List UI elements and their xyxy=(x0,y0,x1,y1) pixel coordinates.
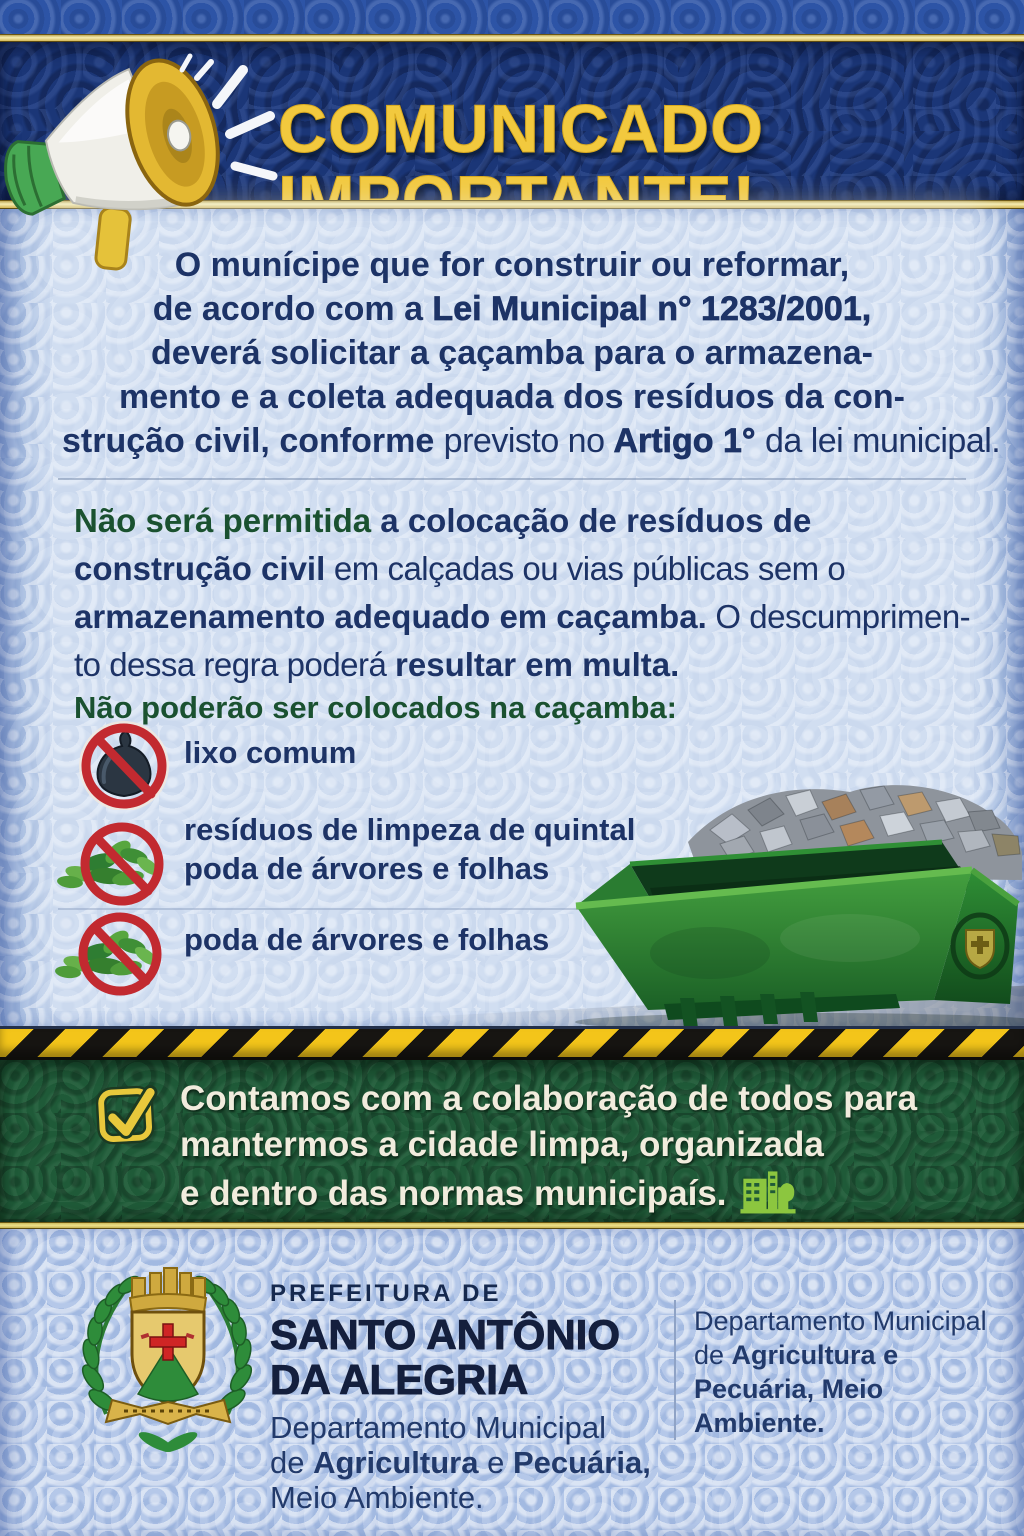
no-trash-bag-icon xyxy=(76,718,172,810)
right-dept-line-3: Pecuária, Meio xyxy=(694,1374,884,1404)
dept-line-2: de Agricultura e Pecuária, xyxy=(270,1445,651,1480)
prohibited-list-heading: Não poderão ser colocados na caçamba: xyxy=(74,690,677,725)
prefeitura-label: PREFEITURA DE xyxy=(270,1280,502,1307)
banner-line-1: Contamos com a colaboração de todos para xyxy=(180,1079,918,1118)
construction-skip-illustration xyxy=(560,748,1024,1030)
right-dept-line-4: Ambiente. xyxy=(694,1408,825,1438)
municipal-coat-of-arms xyxy=(72,1250,262,1464)
rules-line-1: Não será permitida a colocação de resíduos de xyxy=(74,502,812,539)
rules-paragraph xyxy=(74,497,971,689)
intro-line-3: deverá solicitar a çaçamba para o armazena- xyxy=(151,334,873,372)
intro-line-1: O munícipe que for construir ou reformar, xyxy=(174,246,850,284)
title-line-1: COMUNICADO xyxy=(278,91,764,167)
footer-column-divider xyxy=(674,1300,676,1440)
collaboration-message xyxy=(180,1076,1000,1217)
section-divider xyxy=(58,478,966,480)
banner-line-2: mantermos a cidade limpa, organizada xyxy=(180,1125,824,1164)
right-dept-line-1: Departamento Municipal xyxy=(694,1306,987,1336)
dept-line-3: Meio Ambiente. xyxy=(270,1480,484,1515)
city-name-line-2: DA ALEGRIA xyxy=(270,1356,529,1403)
no-tree-pruning-icon xyxy=(54,898,182,1002)
rules-line-4: to dessa regra poderá resultar em multa. xyxy=(74,646,680,683)
dept-line-1: Departamento Municipal xyxy=(270,1410,607,1445)
rules-line-2: construção civil em calçadas ou vias públicas sem o xyxy=(74,550,846,587)
rules-line-3: armazenamento adequado em caçamba. O descumprimen- xyxy=(74,598,971,635)
city-buildings-icon xyxy=(739,1168,797,1214)
prohibited-item-3: poda de árvores e folhas xyxy=(184,922,550,957)
prohibited-item-2-line-1: resíduos de limpeza de quintal xyxy=(184,812,636,847)
prohibited-item-2-line-2: poda de árvores e folhas xyxy=(184,851,550,886)
no-yard-waste-icon xyxy=(56,808,184,912)
hazard-stripe-band xyxy=(0,1026,1024,1060)
intro-line-4: mento e a coleta adequada dos resíduos da con- xyxy=(119,378,905,416)
intro-line-5: strução civil, conforme previsto no Artigo 1° da lei municipal. xyxy=(62,422,1001,460)
footer-right-column xyxy=(694,1304,1014,1440)
prohibited-item-1: lixo comum xyxy=(184,735,357,770)
banner-line-3: e dentro das normas municipaís. xyxy=(180,1168,1000,1217)
intro-line-2: de acordo com a Lei Municipal n° 1283/2001, xyxy=(152,290,872,328)
city-name-line-1: SANTO ANTÔNIO xyxy=(270,1311,621,1358)
gold-divider-banner-bottom xyxy=(0,1222,1024,1229)
footer-center-column xyxy=(270,1280,672,1515)
megaphone-icon xyxy=(0,26,302,276)
checkbox-check-icon xyxy=(92,1078,163,1149)
right-dept-line-2: de Agricultura e xyxy=(694,1340,899,1370)
intro-paragraph xyxy=(62,243,1001,463)
